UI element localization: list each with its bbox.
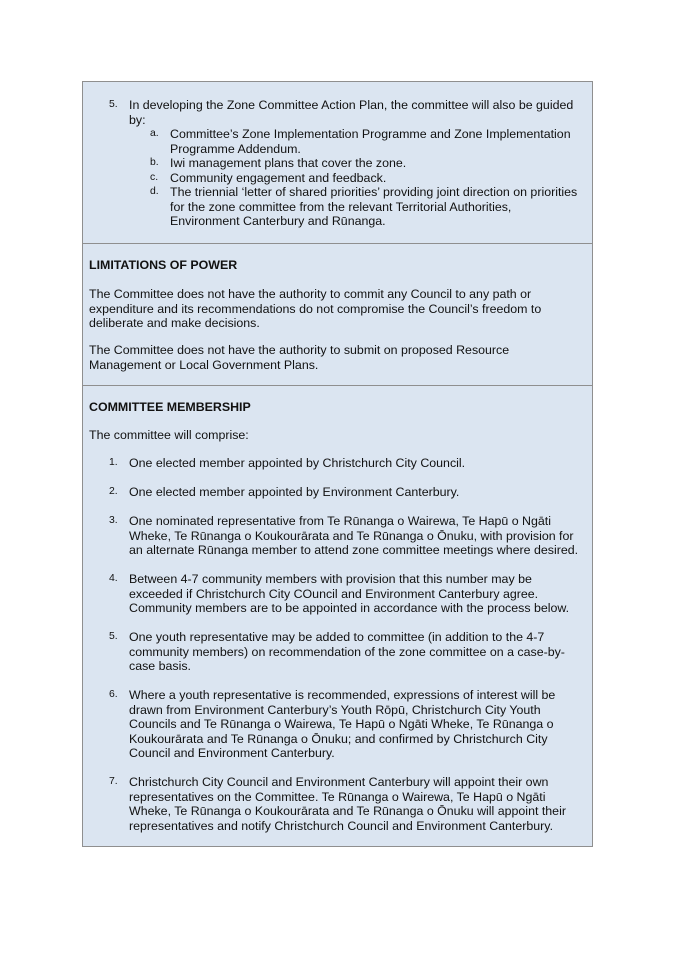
list-item-text: Christchurch City Council and Environment Canterbury will appoint their own: [129, 775, 549, 789]
section-heading: LIMITATIONS OF POWER: [89, 258, 238, 272]
list-number: 3.: [109, 515, 118, 526]
sub-item-letter: a.: [150, 128, 159, 139]
sub-item-text: Iwi management plans that cover the zone.: [170, 156, 407, 170]
list-item-text: One youth representative may be added to committee (in addition to the 4-7: [129, 630, 545, 644]
paragraph-line: expenditure and its recommendations do not compromise the Council’s freedom to: [89, 301, 542, 316]
terms-of-reference-table: [82, 81, 593, 847]
limitations-of-power-section: [83, 244, 592, 386]
list-number: 5.: [109, 631, 118, 642]
list-item-text: Community members are to be appointed in accordance with the process below.: [129, 601, 570, 616]
membership-intro: The committee will comprise:: [89, 428, 249, 442]
list-item-text: Councils and Te Rūnanga o Wairewa, Te Hapū o Ngāti Wheke, Te Rūnanga o: [129, 717, 554, 732]
guidance-text-line-2: by:: [129, 112, 146, 127]
list-number: 1.: [109, 457, 118, 468]
list-item-text: One nominated representative from Te Rūnanga o Wairewa, Te Hapū o Ngāti: [129, 514, 551, 528]
list-item-text: community members) on recommendation of the zone committee on a case-by-: [129, 644, 565, 659]
list-item-text: Koukourārata and Te Rūnanga o Ōnuku; and confirmed by Christchurch City: [129, 731, 548, 746]
list-item-text: Wheke, Te Rūnanga o Koukourārata and Te Rūnanga o Ōnuku, with provision for: [129, 528, 574, 543]
action-plan-guidance-section: [83, 82, 592, 244]
sub-item-text: The triennial ‘letter of shared priorities’ providing joint direction on priorities: [170, 185, 578, 199]
list-number: 4.: [109, 573, 118, 584]
list-item-text: representatives on the Committee. Te Rūnanga o Wairewa, Te Hapū o Ngāti: [129, 789, 546, 804]
list-number: 2.: [109, 486, 118, 497]
sub-item-text: Programme Addendum.: [170, 141, 301, 156]
sub-item-text: Committee’s Zone Implementation Programme and Zone Implementation: [170, 127, 571, 141]
sub-item-text: Environment Canterbury and Rūnanga.: [170, 214, 386, 229]
sub-item-letter: c.: [150, 172, 159, 183]
sub-item-letter: b.: [150, 157, 159, 168]
committee-membership-section: [83, 386, 592, 848]
list-number: 7.: [109, 776, 118, 787]
sub-item-text: Community engagement and feedback.: [170, 171, 387, 185]
guidance-text-line-1: In developing the Zone Committee Action Plan, the committee will also be guided: [129, 98, 574, 112]
section-heading: COMMITTEE MEMBERSHIP: [89, 400, 251, 414]
list-number: 6.: [109, 689, 118, 700]
list-item-text: drawn from Environment Canterbury’s Youth Rōpū, Christchurch City Youth: [129, 702, 541, 717]
paragraph-line: The Committee does not have the authority to commit any Council to any path or: [89, 287, 532, 301]
list-item-text: Where a youth representative is recommended, expressions of interest will be: [129, 688, 556, 702]
list-number: 5.: [109, 99, 118, 110]
paragraph-line: deliberate and make decisions.: [89, 316, 260, 331]
list-item-text: exceeded if Christchurch City COuncil and Environment Canterbury agree.: [129, 586, 539, 601]
list-item-text: Council and Environment Canterbury.: [129, 746, 335, 761]
sub-item-letter: d.: [150, 186, 159, 197]
list-item-text: Between 4-7 community members with provision that this number may be: [129, 572, 532, 586]
sub-item-text: for the zone committee from the relevant Territorial Authorities,: [170, 199, 512, 214]
list-item-text: case basis.: [129, 659, 191, 674]
list-item-text: One elected member appointed by Environment Canterbury.: [129, 485, 460, 499]
list-item-text: representatives and notify Christchurch Council and Environment Canterbury.: [129, 818, 554, 833]
paragraph-line: The Committee does not have the authority to submit on proposed Resource: [89, 343, 510, 357]
list-item-text: One elected member appointed by Christchurch City Council.: [129, 456, 466, 470]
paragraph-line: Management or Local Government Plans.: [89, 357, 319, 372]
list-item-text: Wheke, Te Rūnanga o Koukourārata and Te Rūnanga o Ōnuku will appoint their: [129, 804, 566, 819]
list-item-text: an alternate Rūnanga member to attend zone committee meetings where desired.: [129, 543, 579, 558]
